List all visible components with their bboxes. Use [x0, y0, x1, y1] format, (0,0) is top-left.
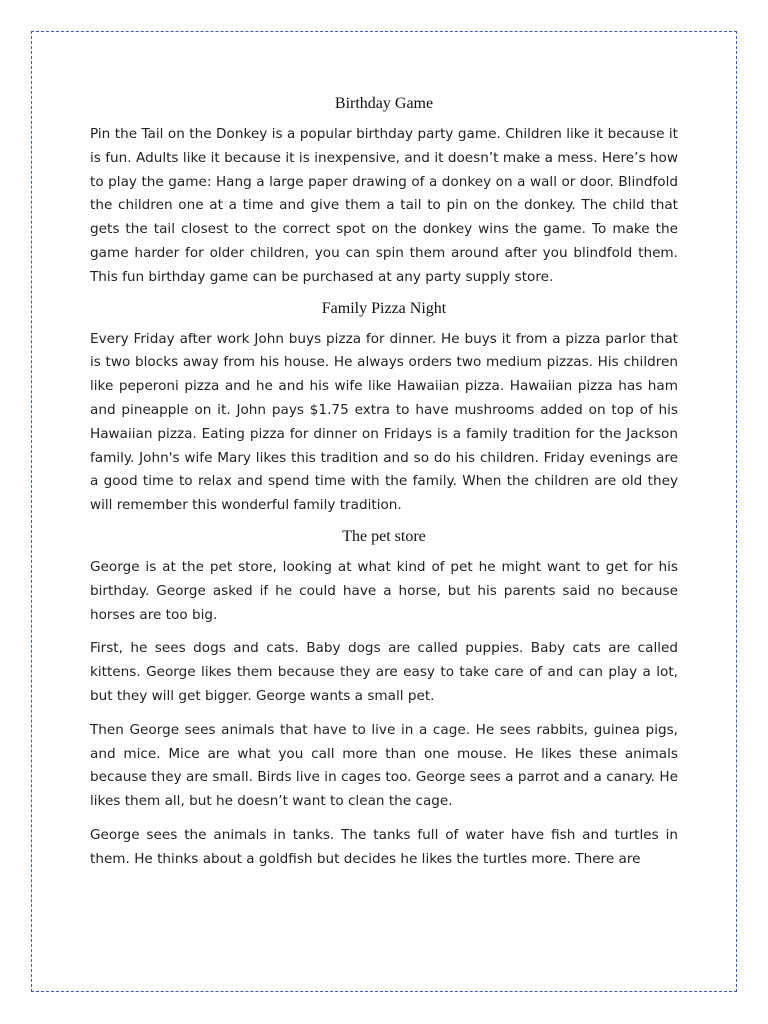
paragraph: George is at the pet store, looking at what kind of pet he might want to get for his birthday. George asked if he could have a horse, but his parents said no because horses are too big.: [90, 558, 678, 623]
paragraph: Pin the Tail on the Donkey is a popular birthday party game. Children like it because it is fun. Adults like it because it is inexpensive, and it doesn’t make a mess. Here’s how to play the game: Hang a large paper drawing of a donkey on a wall or door. Blindfold the children one at a time and give them a tail to pin on the donkey. The child that gets the tail closest to the correct spot on the donkey wins the game. To make the game harder for older children, you can spin them around after you blindfold them. This fun birthday game can be purchased at any party supply store.: [90, 126, 678, 285]
document-body: [90, 93, 678, 882]
paragraph: First, he sees dogs and cats. Baby dogs are called puppies. Baby cats are called kittens. George likes them because they are easy to take care of and can play a lot, but they will get bigger. George wants a small pet.: [90, 640, 678, 704]
section-title-family-pizza-night: Family Pizza Night: [321, 299, 447, 317]
paragraph: Then George sees animals that have to live in a cage. He sees rabbits, guinea pigs, and mice. Mice are what you call more than one mouse. He likes these animals because they are small. Birds live in cages too. George sees a parrot and a canary. He likes them all, but he doesn’t want to clean the cage.: [90, 721, 678, 810]
section-title-pet-store: The pet store: [342, 527, 426, 545]
section-title-birthday-game: Birthday Game: [334, 95, 434, 112]
paragraph: Every Friday after work John buys pizza for dinner. He buys it from a pizza parlor that is two blocks away from his house. He always orders two medium pizzas. His children like peperoni pizza and he and his wife like Hawaiian pizza. Hawaiian pizza has ham and pineapple on it. John pays $1.75 extra to have mushrooms added on top of his Hawaiian pizza. Eating pizza for dinner on Fridays is a family tradition for the Jackson family. John's wife Mary likes this tradition and so do his children. Friday evenings are a good time to relax and spend time with the family. When the children are old they will remember this wonderful family tradition.: [90, 330, 678, 514]
paragraph: George sees the animals in tanks. The tanks full of water have fish and turtles in them. He thinks about a goldfish but decides he likes the turtles more. There are: [90, 826, 678, 867]
